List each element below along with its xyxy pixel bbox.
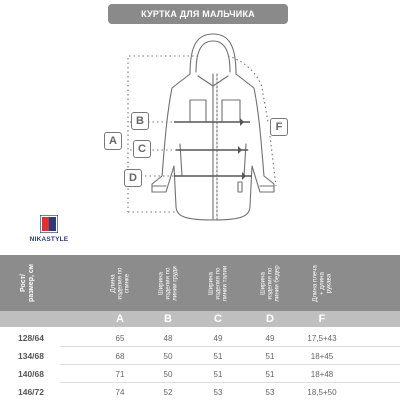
column-header-d-text: Ширина изделия по линии бедер (259, 264, 281, 302)
column-header-b-text: Ширина изделия по линии груди (157, 265, 179, 301)
value-cell: 17,5+43 (307, 333, 337, 343)
column-letter-f: F (318, 313, 326, 325)
label-d: D (124, 169, 142, 187)
hood-inner (196, 41, 230, 72)
column-letter-d: D (266, 313, 274, 325)
value-cell: 51 (265, 369, 275, 379)
label-f: F (270, 118, 288, 136)
value-cell: 18,5+50 (307, 387, 337, 397)
value-cell: 50 (163, 351, 173, 361)
value-cell: 51 (213, 369, 223, 379)
value-cell: 50 (163, 369, 173, 379)
column-header-a-text: Длина изделия по спинке (109, 267, 131, 299)
table-row (0, 383, 400, 401)
column-header-c (198, 255, 238, 311)
size-table (0, 255, 400, 400)
column-header-c-text: Ширина изделия по линии талии (207, 265, 229, 301)
brand-name: NIKASTYLE (29, 236, 69, 243)
label-a: A (104, 132, 122, 150)
column-header-f-text: Длина плеча + длина рукава (311, 264, 333, 302)
table-row (0, 329, 400, 347)
value-cell: 18+48 (310, 369, 334, 379)
value-cell: 74 (115, 387, 125, 397)
page-title: КУРТКА ДЛЯ МАЛЬЧИКА (141, 9, 255, 19)
column-letter-b: B (164, 313, 172, 325)
column-letter-a: A (116, 313, 124, 325)
size-column-header (8, 255, 48, 311)
size-cell: 140/68 (18, 369, 44, 379)
value-cell: 53 (213, 387, 223, 397)
label-c: C (133, 140, 151, 158)
value-cell: 49 (213, 333, 223, 343)
column-header-f (302, 255, 342, 311)
arrow-marker (238, 146, 242, 154)
title-bar (108, 4, 288, 24)
hood-outline (190, 34, 236, 74)
column-header-b (148, 255, 188, 311)
size-cell: 128/64 (18, 333, 44, 343)
table-row (0, 365, 400, 383)
label-b: B (131, 112, 149, 130)
value-cell: 52 (163, 387, 173, 397)
size-cell: 146/72 (18, 387, 44, 397)
value-cell: 48 (163, 333, 173, 343)
value-cell: 49 (265, 333, 275, 343)
size-cell: 134/68 (18, 351, 44, 361)
value-cell: 51 (265, 351, 275, 361)
value-cell: 65 (115, 333, 125, 343)
brand-logo-mark (40, 215, 58, 233)
brand-logo (22, 215, 76, 249)
value-cell: 53 (265, 387, 275, 397)
arrow-marker (240, 118, 244, 126)
value-cell: 51 (213, 351, 223, 361)
value-cell: 68 (115, 351, 125, 361)
table-row (0, 347, 400, 365)
jacket-sketch (0, 26, 400, 232)
value-cell: 71 (115, 369, 125, 379)
jacket-diagram (0, 26, 400, 232)
column-header-a (100, 255, 140, 311)
column-letters (0, 311, 400, 327)
size-column-header-text: Рост/ размер, см (20, 264, 35, 302)
column-letter-c: C (214, 313, 222, 325)
column-header-d (250, 255, 290, 311)
table-header (0, 255, 400, 311)
value-cell: 18+45 (310, 351, 334, 361)
